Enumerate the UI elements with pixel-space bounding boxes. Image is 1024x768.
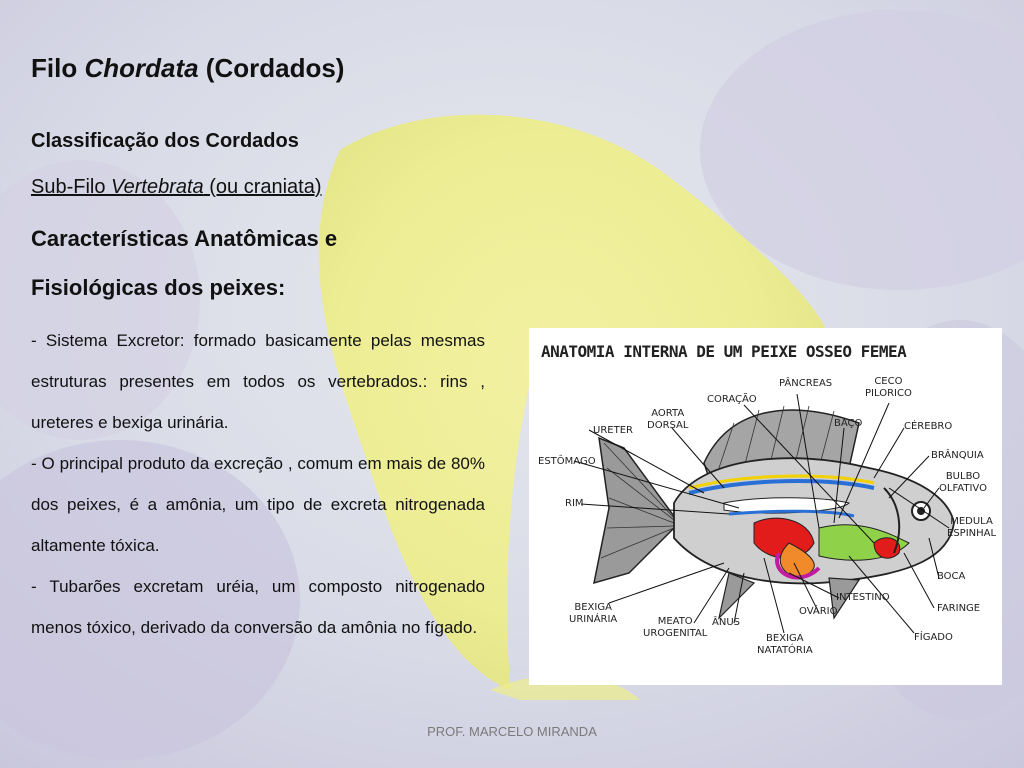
label-meato-urogenital: MEATO UROGENITAL	[643, 616, 708, 639]
label-estomago: ESTÔMAGO	[538, 456, 596, 467]
label-bulbo-olfativo: BULBO OLFATIVO	[939, 471, 987, 494]
paragraph-excretory-system: - Sistema Excretor: formado basicamente pelas mesmas estruturas presentes em todos os vertebrados.: rins , ureteres e bexiga urinária.	[31, 331, 485, 432]
title-prefix: Filo	[31, 53, 85, 83]
fish-anatomy-diagram	[529, 328, 1002, 685]
label-figado: FÍGADO	[914, 632, 953, 643]
body-text	[31, 320, 485, 648]
label-faringe: FARINGE	[937, 603, 981, 614]
label-cerebro: CÉREBRO	[904, 421, 953, 432]
footer-author: PROF. MARCELO MIRANDA	[427, 724, 597, 739]
section-heading-line1: Características Anatômicas e	[31, 226, 338, 251]
subfilo-italic: Vertebrata	[111, 176, 204, 198]
label-branquia: BRÂNQUIA	[931, 450, 984, 461]
subfilo-suffix: (ou craniata)	[203, 176, 322, 198]
subfilo-line	[31, 176, 322, 199]
page-title	[31, 53, 344, 84]
classification-heading: Classificação dos Cordados	[31, 130, 299, 152]
label-ovario: OVÁRIO	[799, 606, 838, 617]
label-baco: BAÇO	[834, 418, 863, 429]
label-ureter: URETER	[593, 425, 633, 436]
label-coracao: CORAÇÃO	[707, 394, 757, 405]
label-bexiga-urinaria: BEXIGA URINÁRIA	[569, 602, 618, 625]
label-aorta-dorsal: AORTA DORSAL	[647, 408, 689, 431]
diagram-title: ANATOMIA INTERNA DE UM PEIXE OSSEO FEMEA	[541, 342, 907, 361]
label-intestino: INTESTINO	[836, 592, 890, 603]
label-anus: ÂNUS	[712, 617, 740, 628]
label-pancreas: PÂNCREAS	[779, 378, 833, 389]
paragraph-sharks-urea: - Tubarões excretam uréia, um composto nitrogenado menos tóxico, derivado da conversão da amônia no fígado.	[31, 577, 485, 637]
paragraph-ammonia: - O principal produto da excreção , comum em mais de 80% dos peixes, é a amônia, um tipo de excreta nitrogenada altamente tóxica.	[31, 454, 485, 555]
label-boca: BOCA	[937, 571, 966, 582]
label-rim: RIM	[565, 498, 584, 509]
label-medula-espinhal: MEDULA ESPINHAL	[947, 516, 997, 539]
label-bexiga-natatoria: BEXIGA NATATÓRIA	[757, 633, 813, 656]
subfilo-prefix: Sub-Filo	[31, 176, 112, 198]
section-heading-line2: Fisiológicas dos peixes:	[31, 275, 286, 300]
label-ceco-pilorico: CECO PILORICO	[865, 376, 912, 399]
title-suffix: (Cordados)	[198, 53, 345, 83]
title-italic: Chordata	[84, 53, 199, 83]
